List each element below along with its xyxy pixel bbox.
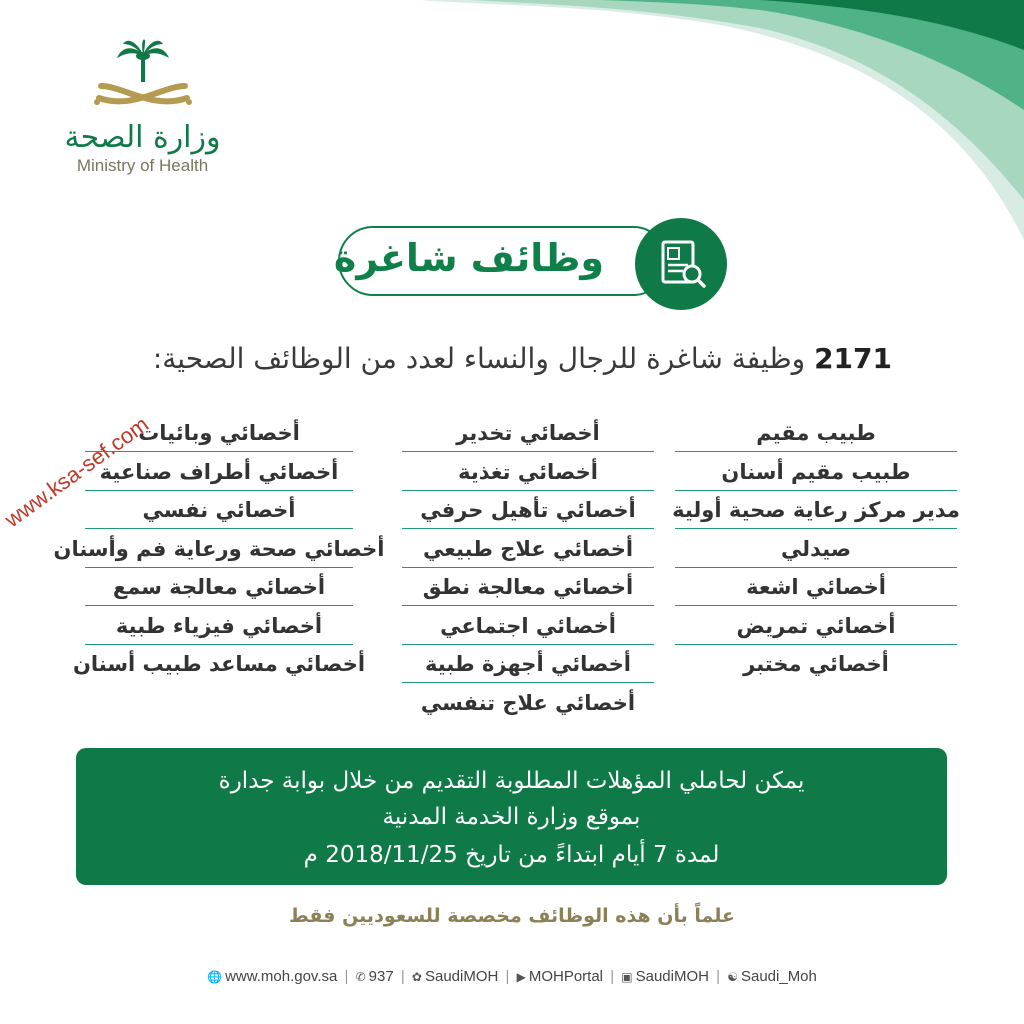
footer-website[interactable]: www.moh.gov.sa xyxy=(225,968,338,985)
apply-line-2: بموقع وزارة الخدمة المدنية xyxy=(382,804,641,830)
apply-line-1: يمكن لحاملي المؤهلات المطلوبة التقديم من خلال بوابة جدارة xyxy=(218,768,805,794)
job-title-item: أخصائي مساعد طبيب أسنان xyxy=(72,652,366,676)
jobs-column-middle xyxy=(402,415,654,722)
apply-line-3: لمدة 7 أيام ابتداءً من تاريخ 2018/11/25 م xyxy=(303,842,720,868)
job-title-item: أخصائي اجتماعي xyxy=(402,608,654,645)
document-search-icon xyxy=(635,218,727,310)
job-title-item: أخصائي صحة ورعاية فم وأسنان xyxy=(85,531,353,568)
vacancy-count: 2171 xyxy=(814,342,892,375)
job-title-item: أخصائي وبائيات xyxy=(85,415,353,452)
job-title-item: أخصائي علاج طبيعي xyxy=(402,531,654,568)
job-title-item: أخصائي أطراف صناعية xyxy=(85,454,353,491)
footer-youtube[interactable]: MOHPortal xyxy=(528,968,604,985)
job-title-item: مدير مركز رعاية صحية أولية xyxy=(675,492,957,529)
vacancy-summary xyxy=(110,342,892,375)
job-title-item: أخصائي نفسي xyxy=(85,492,353,529)
footer-phone[interactable]: 937 xyxy=(368,968,394,985)
job-title-item: صيدلي xyxy=(675,531,957,568)
title-icon-circle xyxy=(635,218,727,310)
palm-and-swords-icon xyxy=(83,38,203,118)
jobs-column-right xyxy=(672,415,960,684)
phone-icon: ✆ xyxy=(355,970,366,984)
facebook-icon: ▣ xyxy=(621,970,633,984)
job-title-item: أخصائي معالجة نطق xyxy=(402,569,654,606)
job-title-item: أخصائي معالجة سمع xyxy=(85,569,353,606)
watermark: www.ksa-sef.com xyxy=(0,411,154,533)
page-title-pill xyxy=(333,226,668,296)
job-title-item: أخصائي تخدير xyxy=(402,415,654,452)
footer-twitter[interactable]: SaudiMOH xyxy=(424,968,499,985)
snapchat-icon: ☯ xyxy=(727,970,738,984)
twitter-icon: ✿ xyxy=(411,970,422,984)
job-title-item: أخصائي تأهيل حرفي xyxy=(402,492,654,529)
job-title-item: أخصائي فيزياء طبية xyxy=(85,608,353,645)
logo-english-text: Ministry of Health xyxy=(76,156,209,175)
job-title-item: أخصائي تمريض xyxy=(675,608,957,645)
footer-facebook[interactable]: SaudiMOH xyxy=(635,968,709,985)
job-title-item: أخصائي علاج تنفسي xyxy=(420,690,636,715)
moh-logo xyxy=(55,38,230,176)
job-title-item: طبيب مقيم أسنان xyxy=(675,454,957,491)
job-title-item: طبيب مقيم xyxy=(675,415,957,452)
job-title-item: أخصائي تغذية xyxy=(402,454,654,491)
footer-snapchat[interactable]: Saudi_Moh xyxy=(740,968,817,985)
youtube-icon: ▶ xyxy=(516,970,526,984)
vacancy-summary-text: وظيفة شاغرة للرجال والنساء لعدد من الوظائف الصحية: xyxy=(152,342,806,375)
footer-contacts: 🌐 www.moh.gov.sa | ✆ 937 | ✿ SaudiMOH | ▶ MOHPortal | ▣ SaudiMOH | ☯ Saudi_Moh xyxy=(207,968,817,985)
job-title-item: أخصائي اشعة xyxy=(675,569,957,606)
saudi-only-note: علماً بأن هذه الوظائف مخصصة للسعوديين فقط xyxy=(289,905,735,927)
job-title-item: أخصائي أجهزة طبية xyxy=(402,646,654,683)
application-info-box xyxy=(76,748,947,885)
logo-arabic-text: وزارة الصحة xyxy=(64,120,221,155)
job-title-item: أخصائي مختبر xyxy=(743,652,889,676)
globe-icon: 🌐 xyxy=(207,970,223,984)
page-title: وظائف شاغرة xyxy=(333,236,604,280)
